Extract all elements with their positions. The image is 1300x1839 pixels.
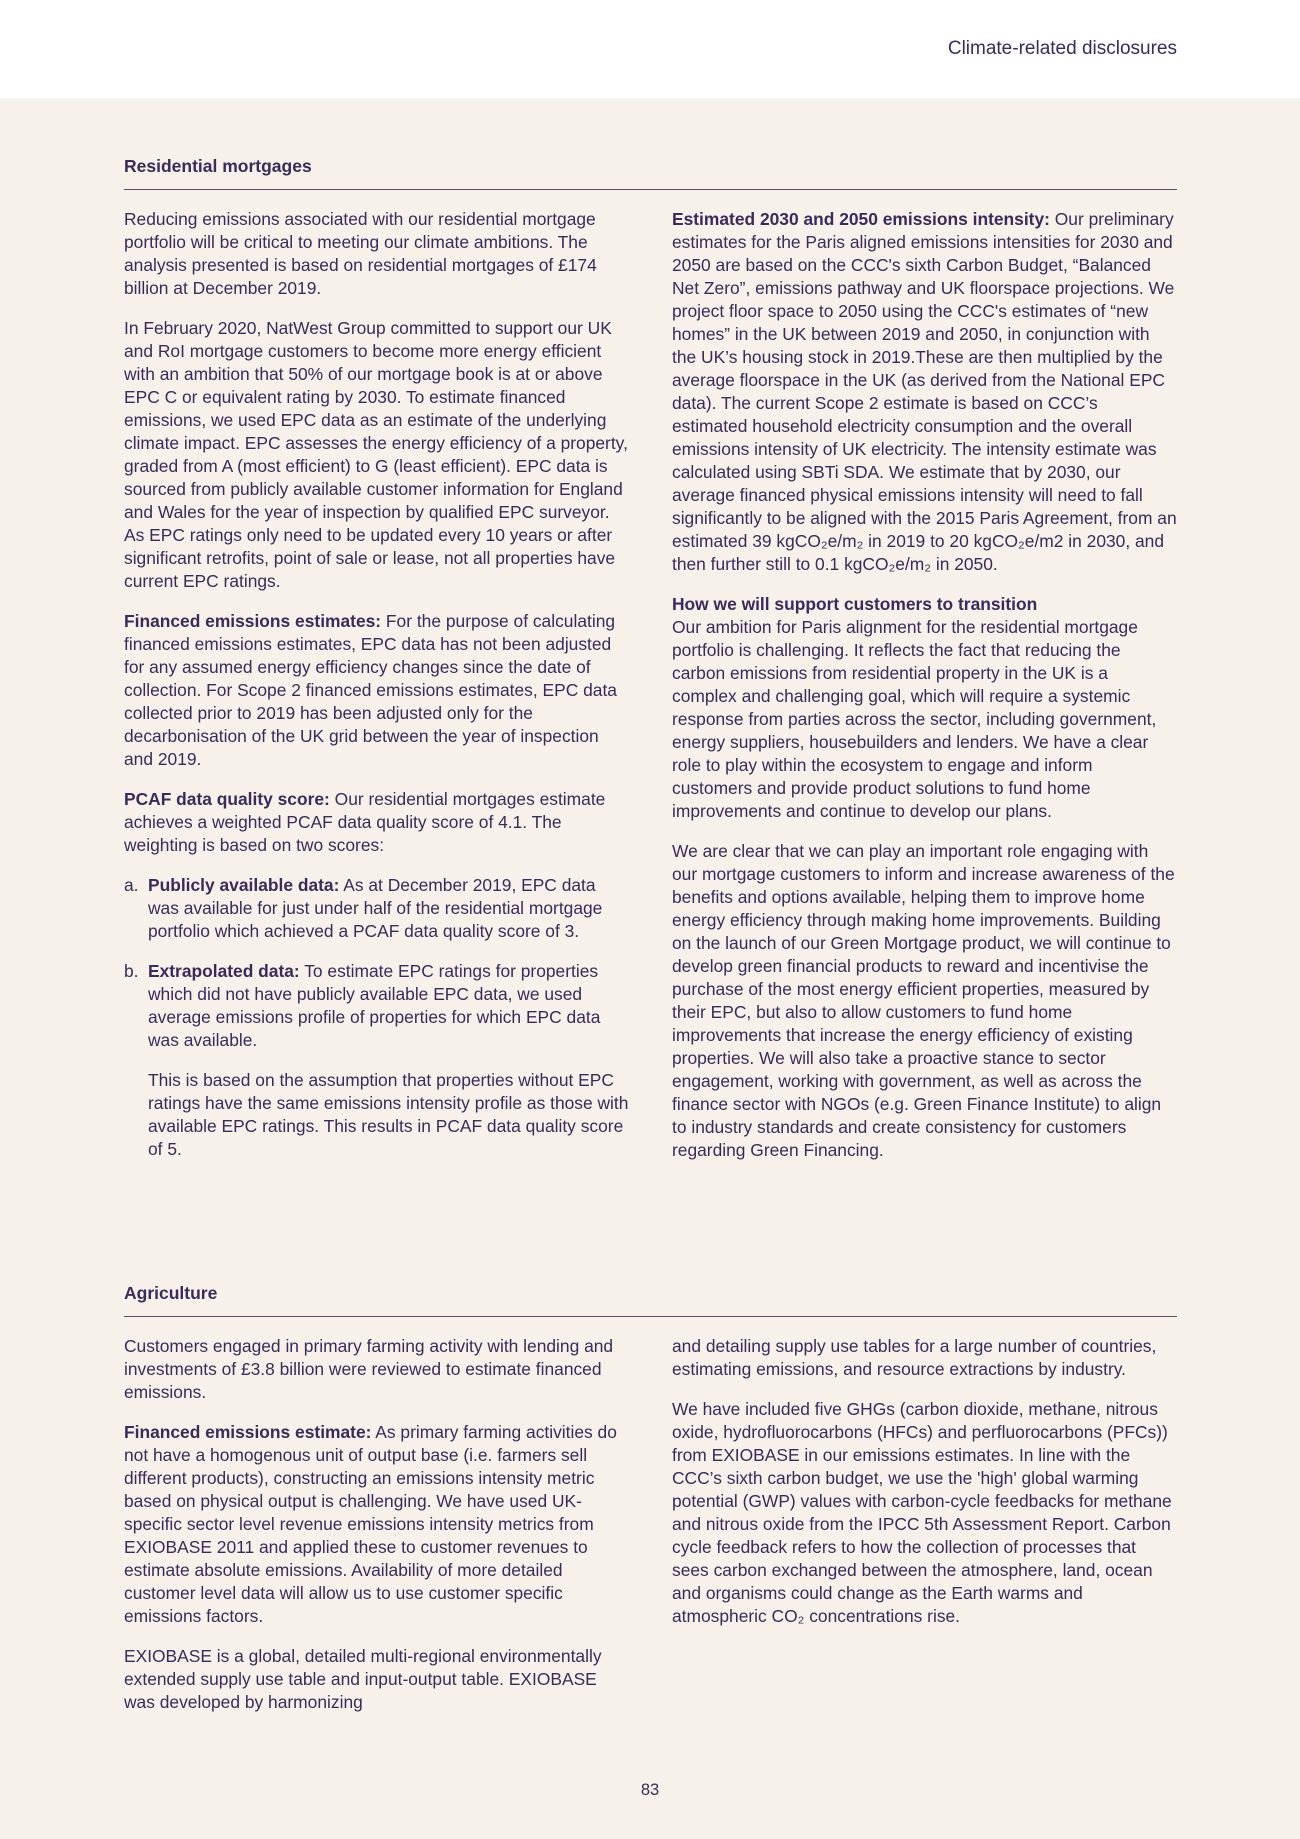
agriculture-right-column [672,1335,1177,1731]
section-heading-residential: Residential mortgages [124,156,1177,190]
paragraph-label: Estimated 2030 and 2050 emissions intensity: [672,209,1050,229]
paragraph: Reducing emissions associated with our residential mortgage portfolio will be critical to meeting our climate ambitions. The analysis presented is based on residential mortgages of £174 billion at December 2019. [124,209,597,298]
paragraph-text: As primary farming activities do not have a homogenous unit of output base (i.e. farmers sell different products), constructing an emissions intensity metric based on physical output is challenging. We have used UK-specific sector level revenue emissions intensity metrics from EXIOBASE 2011 and applied these to customer revenues to estimate absolute emissions. Availability of more detailed customer level data will allow us to use customer specific emissions factors. [124,1422,617,1626]
list-text: As at December 2019, EPC data was available for just under half of the residential mortgage portfolio which achieved a PCAF data quality score of 3. [148,875,603,941]
paragraph [672,208,1177,576]
paragraph: We are clear that we can play an important role engaging with our mortgage customers to inform and increase awareness of the benefits and options available, helping them to improve home energy efficiency through making home improvements. Building on the launch of our Green Mortgage product, we will continue to develop green financial products to reward and incentivise the purchase of the most energy efficient properties, measured by their EPC, but also to allow customers to fund home improvements that increase the energy efficiency of existing properties. We will also take a proactive stance to sector engagement, working with government, as well as across the finance sector with NGOs (e.g. Green Finance Institute) to align to industry standards and create consistency for customers regarding Green Financing. [672,841,1175,1160]
list-marker: b. [124,961,139,981]
paragraph-text: Our residential mortgages estimate achieves a weighted PCAF data quality score of 4.1. The weighting is based on two scores: [124,789,606,855]
list-body [148,960,629,1052]
list-body [148,874,629,943]
list-item [124,960,629,1052]
section-heading-agriculture: Agriculture [124,1283,1177,1317]
paragraph-text: Our ambition for Paris alignment for the residential mortgage portfolio is challenging. It reflects the fact that reducing the carbon emissions from residential property in the UK is a complex and challenging goal, which will require a systemic response from parties across the sector, including government, energy suppliers, housebuilders and lenders. We have a clear role to play within the ecosystem to engage and inform customers and provide product solutions to fund home improvements and continue to develop our plans. [672,617,1157,821]
header-title: Climate-related disclosures [947,38,1177,59]
subheading: How we will support customers to transition [672,594,1038,614]
residential-columns [124,208,1177,1179]
paragraph [124,788,629,857]
paragraph-text: Our preliminary estimates for the Paris aligned emissions intensities for 2030 and 2050 are based on the CCC's sixth Carbon Budget, “Balanced Net Zero”, emissions pathway and UK floorspace projections. We project floor space to 2050 using the CCC's estimates of “new homes” in the UK between 2019 and 2050, in conjunction with the UK’s housing stock in 2019.These are then multiplied by the average floorspace in the UK (as derived from the National EPC data). The current Scope 2 estimate is based on CCC’s estimated household electricity consumption and the overall emissions intensity of UK electricity. The intensity estimate was calculated using SBTi SDA. We estimate that by 2030, our average financed physical emissions intensity will need to fall significantly to be aligned with the 2015 Paris Agreement, from an estimated 39 kgCO₂e/m₂ in 2019 to 20 kgCO₂e/m2 in 2030, and then further still to 0.1 kgCO₂e/m₂ in 2050. [672,209,1177,574]
paragraph [672,593,1177,823]
paragraph: We have included five GHGs (carbon dioxide, methane, nitrous oxide, hydrofluorocarbons (HFCs) and perfluorocarbons (PFCs)) from EXIOBASE in our emissions estimates. In line with the CCC’s sixth carbon budget, we use the 'high' global warming potential (GWP) values with carbon-cycle feedbacks for methane and nitrous oxide from the IPCC 5th Assessment Report. Carbon cycle feedback refers to how the collection of processes that sees carbon exchanged between the atmosphere, land, ocean and organisms could change as the Earth warms and atmospheric CO₂ concentrations rise. [672,1399,1172,1626]
paragraph [124,1421,629,1628]
residential-mortgages-section [124,156,1177,1179]
paragraph: Customers engaged in primary farming activity with lending and investments of £3.8 billion were reviewed to estimate financed emissions. [124,1336,614,1402]
paragraph: This is based on the assumption that properties without EPC ratings have the same emissions intensity profile as those with available EPC ratings. This results in PCAF data quality score of 5. [148,1070,629,1159]
paragraph-label: PCAF data quality score: [124,789,330,809]
agriculture-left-column [124,1335,629,1731]
paragraph: EXIOBASE is a global, detailed multi-regional environmentally extended supply use table and input-output table. EXIOBASE was developed by harmonizing [124,1646,602,1712]
list-marker: a. [124,875,139,895]
paragraph: In February 2020, NatWest Group committed to support our UK and RoI mortgage customers to become more energy efficient with an ambition that 50% of our mortgage book is at or above EPC C or equivalent rating by 2030. To estimate financed emissions, we used EPC data as an estimate of the underlying climate impact. EPC assesses the energy efficiency of a property, graded from A (most efficient) to G (least efficient). EPC data is sourced from publicly available customer information for England and Wales for the year of inspection by qualified EPC surveyor. As EPC ratings only need to be updated every 10 years or after significant retrofits, point of sale or lease, not all properties have current EPC ratings. [124,318,628,591]
paragraph: and detailing supply use tables for a large number of countries, estimating emissions, and resource extractions by industry. [672,1336,1157,1379]
agriculture-columns [124,1335,1177,1731]
page-header [0,0,1300,98]
paragraph [124,610,629,771]
paragraph-text: For the purpose of calculating financed emissions estimates, EPC data has not been adjusted for any assumed energy efficiency changes since the date of collection. For Scope 2 financed emissions estimates, EPC data collected prior to 2019 has been adjusted only for the decarbonisation of the UK grid between the year of inspection and 2019. [124,611,617,769]
list-label: Publicly available data: [148,875,340,895]
paragraph-label: Financed emissions estimate: [124,1422,372,1442]
residential-left-column [124,208,629,1179]
residential-right-column [672,208,1177,1179]
agriculture-section [124,1283,1177,1731]
paragraph-label: Financed emissions estimates: [124,611,382,631]
list-item [124,874,629,943]
list-text: To estimate EPC ratings for properties which did not have publicly available EPC data, we used average emissions profile of properties for which EPC data was available. [148,961,601,1050]
list-label: Extrapolated data: [148,961,300,981]
page-number: 83 [640,1781,660,1799]
